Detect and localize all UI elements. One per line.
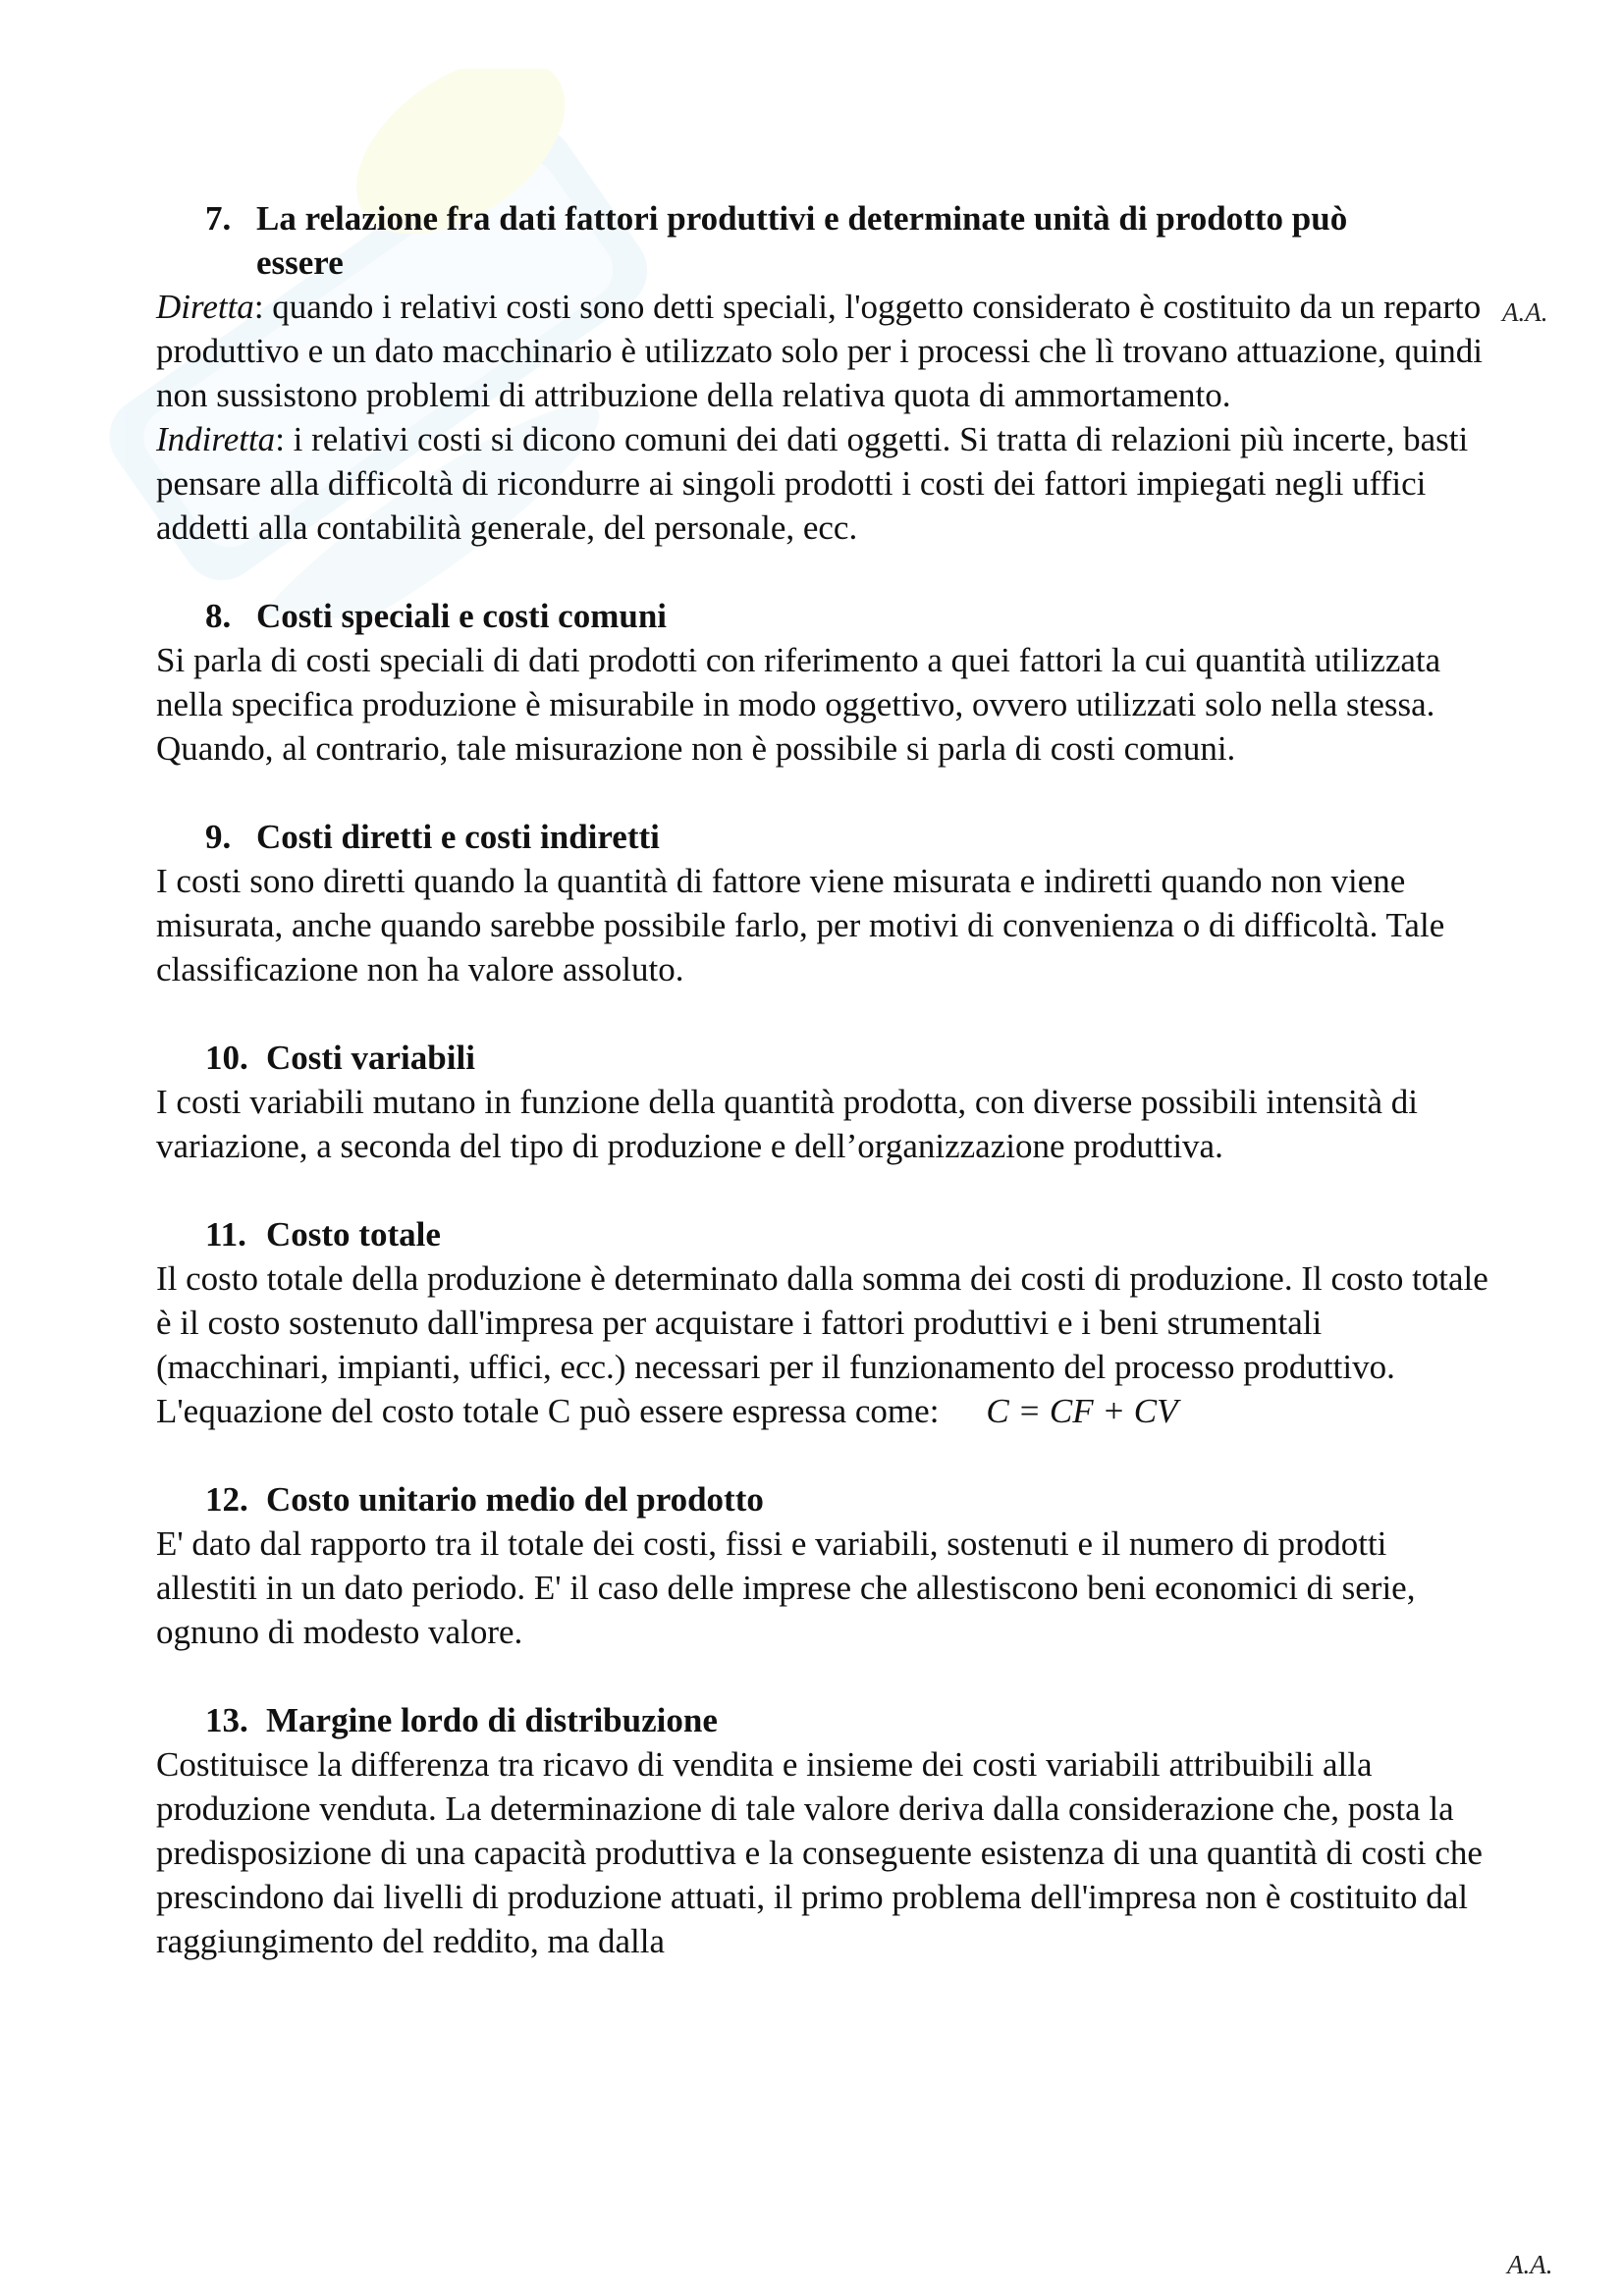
section-11-equation-line [156, 1389, 1491, 1433]
section-11-equation: C = CF + CV [986, 1392, 1178, 1430]
section-9-title: Costi diretti e costi indiretti [256, 818, 660, 856]
section-13-paragraph: Costituisce la differenza tra ricavo di vendita e insieme dei costi variabili attribuibili alla produzione venduta. La determinazione di tale valore deriva dalla considerazione che, posta la predisposizione di una capacità produttiva e la conseguente esistenza di una quantità di costi che prescindono dai livelli di produzione attuati, il primo problema dell'impresa non è costituito dal raggiungimento del reddito, ma dalla [156, 1745, 1483, 1960]
section-8-heading [156, 594, 1491, 638]
section-7-indirect-text: : i relativi costi si dicono comuni dei dati oggetti. Si tratta di relazioni più incerte, basti pensare alla difficoltà di ricondurre ai singoli prodotti i costi dei fattori impiegati negli uffici addetti alla contabilità generale, del personale, ecc. [156, 420, 1469, 547]
section-13-number: 13. [205, 1701, 248, 1739]
section-11-paragraph: Il costo totale della produzione è determinato dalla somma dei costi di produzione. Il costo totale è il costo sostenuto dall'impresa per acquistare i fattori produttivi e i beni strumentali (macchinari, impianti, uffici, ecc.) necessari per il funzionamento del processo produttivo. [156, 1259, 1488, 1386]
spacer [156, 1168, 1491, 1212]
section-12-number: 12. [205, 1480, 248, 1519]
section-11-heading [156, 1212, 1491, 1256]
spacer [156, 991, 1491, 1036]
section-7-heading [156, 196, 1491, 285]
section-12-heading [156, 1477, 1491, 1522]
section-11-number: 11. [205, 1215, 246, 1254]
spacer [156, 1433, 1491, 1477]
margin-note-top: A.A. [1502, 297, 1548, 327]
section-7-paragraph-indirect [156, 417, 1491, 550]
section-7-direct-text: : quando i relativi costi sono detti speciali, l'oggetto considerato è costituito da un reparto produttivo e un dato macchinario è utilizzato solo per i processi che lì trovano attuazione, quindi non sussistono problemi di attribuzione della relativa quota di ammortamento. [156, 288, 1483, 414]
section-10-paragraph: I costi variabili mutano in funzione della quantità prodotta, con diverse possibili intensità di variazione, a seconda del tipo di produzione e dell’organizzazione produttiva. [156, 1083, 1418, 1165]
section-12-paragraph: E' dato dal rapporto tra il totale dei costi, fissi e variabili, sostenuti e il numero di prodotti allestiti in un dato periodo. E' il caso delle imprese che allestiscono beni economici di serie, ognuno di modesto valore. [156, 1524, 1416, 1651]
section-8-title: Costi speciali e costi comuni [256, 597, 668, 635]
section-13-title: Margine lordo di distribuzione [266, 1701, 718, 1739]
section-7-indirect-label: Indiretta [156, 420, 276, 458]
section-10-number: 10. [205, 1039, 248, 1077]
section-7-number: 7. [205, 199, 232, 238]
margin-note-bottom: A.A. [1507, 2250, 1553, 2279]
section-10-title: Costi variabili [266, 1039, 475, 1077]
section-11-equation-intro: L'equazione del costo totale C può essere espressa come: [156, 1392, 940, 1430]
section-8-number: 8. [205, 597, 232, 635]
section-7-paragraph-direct [156, 285, 1491, 417]
section-7-title-line2: essere [256, 243, 344, 282]
section-13-heading [156, 1698, 1491, 1742]
section-7-title-line1: La relazione fra dati fattori produttivi e determinate unità di prodotto può [256, 199, 1348, 238]
section-7-direct-label: Diretta [156, 288, 254, 326]
spacer [156, 550, 1491, 594]
section-10-heading [156, 1036, 1491, 1080]
spacer [156, 771, 1491, 815]
section-8-paragraph: Si parla di costi speciali di dati prodotti con riferimento a quei fattori la cui quantità utilizzata nella specifica produzione è misurabile in modo oggettivo, ovvero utilizzati solo nella stessa. Quando, al contrario, tale misurazione non è possibile si parla di costi comuni. [156, 641, 1441, 768]
section-9-number: 9. [205, 818, 232, 856]
section-12-title: Costo unitario medio del prodotto [266, 1480, 764, 1519]
spacer [156, 1654, 1491, 1698]
section-9-heading [156, 815, 1491, 859]
section-9-paragraph: I costi sono diretti quando la quantità di fattore viene misurata e indiretti quando non viene misurata, anche quando sarebbe possibile farlo, per motivi di convenienza o di difficoltà. Tale classificazione non ha valore assoluto. [156, 862, 1445, 988]
document-body [156, 196, 1491, 1963]
section-11-title: Costo totale [266, 1215, 441, 1254]
